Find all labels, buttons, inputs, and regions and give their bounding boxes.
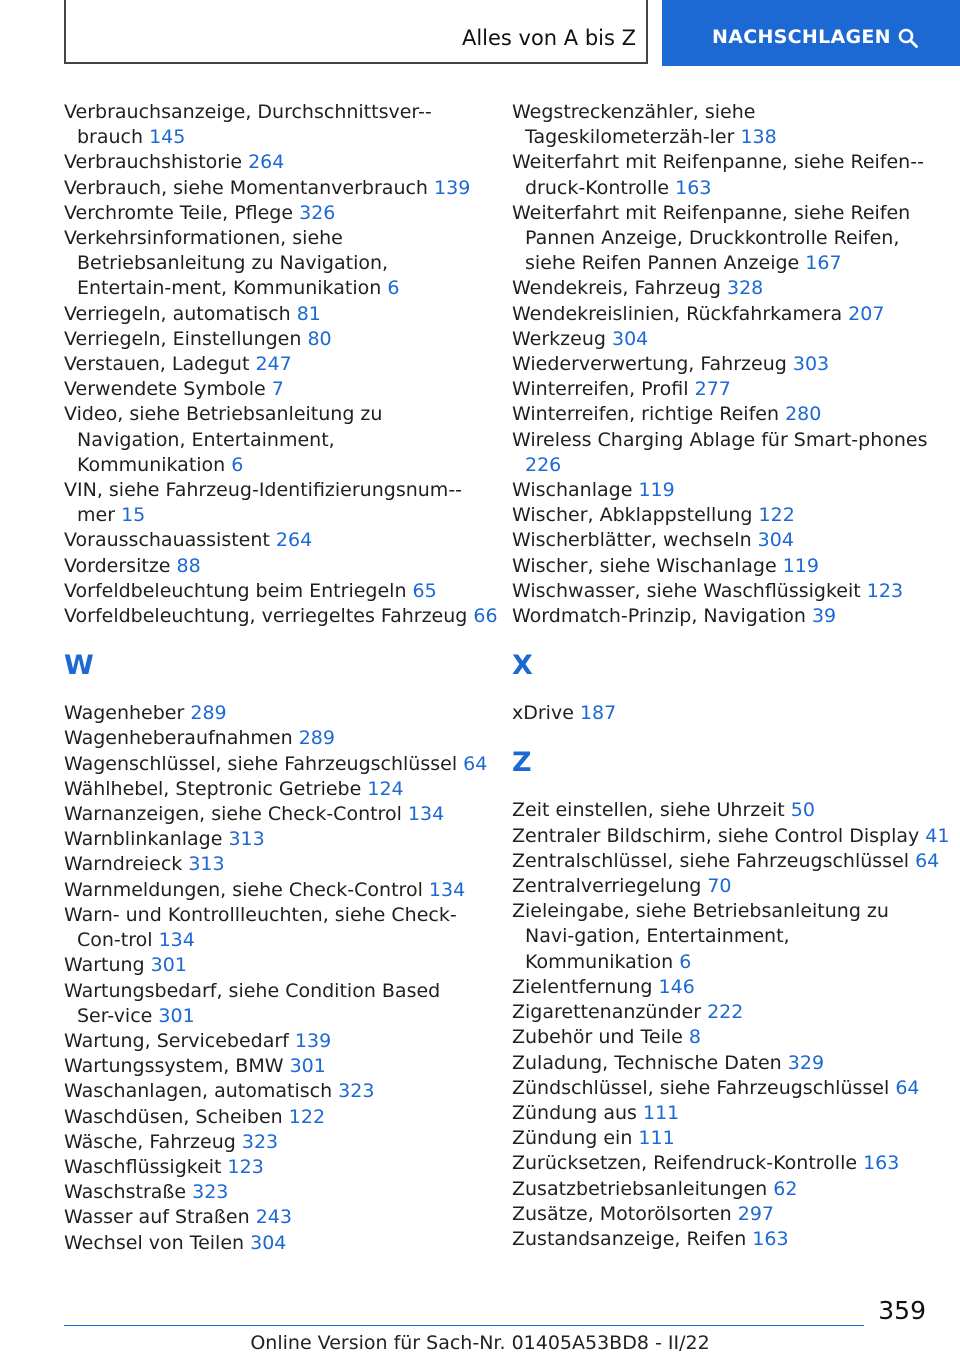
index-entry-text: Wischer, Abklappstellung	[512, 504, 753, 527]
page-reference-link[interactable]: 289	[190, 702, 227, 725]
page-reference-link[interactable]: 65	[412, 579, 437, 602]
index-entry-text: Wählhebel, Steptronic Getriebe	[64, 777, 362, 800]
page-reference-link[interactable]: 138	[740, 126, 777, 149]
page-reference-link[interactable]: 326	[299, 201, 336, 224]
index-entry-text: Wiederverwertung, Fahrzeug	[512, 353, 787, 376]
index-entry-text: Warn- und Kontrollleuchten, siehe Check-Con-trol	[64, 903, 457, 952]
index-entry	[512, 874, 932, 899]
index-entry	[512, 1126, 932, 1151]
index-entry-text: Weiterfahrt mit Reifenpanne, siehe Reifen Pannen Anzeige, Druckkontrolle Reifen, siehe Reifen Pannen Anzeige	[512, 201, 911, 275]
page-reference-link[interactable]: 81	[296, 302, 321, 325]
index-entry-text: Vorfeldbeleuchtung, verriegeltes Fahrzeug	[64, 605, 468, 628]
index-entry	[64, 604, 498, 629]
index-entry-text: Vorfeldbeleuchtung beim Entriegeln	[64, 579, 407, 602]
index-entry	[512, 201, 932, 277]
section-label: NACHSCHLAGEN	[712, 26, 891, 48]
index-entry	[64, 554, 484, 579]
page-reference-link[interactable]: 304	[757, 529, 794, 552]
page-reference-link[interactable]: 134	[407, 803, 445, 826]
header-title-box	[64, 0, 648, 64]
page-reference-link[interactable]: 329	[787, 1051, 825, 1074]
index-entry	[64, 528, 484, 553]
index-entry-text: Zentraler Bildschirm, siehe Control Display	[512, 824, 920, 847]
page-reference-link[interactable]: 297	[737, 1202, 775, 1225]
page-reference-link[interactable]: 146	[658, 975, 695, 998]
index-entry	[512, 302, 932, 327]
index-entry	[512, 1151, 932, 1176]
page-reference-link[interactable]: 301	[150, 954, 187, 977]
page-reference-link[interactable]: 123	[866, 579, 904, 602]
index-entry	[512, 849, 940, 874]
index-entry	[64, 903, 484, 953]
index-entry	[512, 1076, 932, 1101]
index-entry	[64, 878, 484, 903]
page-reference-link[interactable]: 328	[727, 277, 764, 300]
index-entry	[64, 701, 484, 726]
page-reference-link[interactable]: 39	[811, 605, 837, 628]
page-reference-link[interactable]: 119	[638, 479, 675, 502]
index-entry	[64, 752, 488, 777]
page-reference-link[interactable]: 222	[707, 1001, 744, 1024]
page-reference-link[interactable]: 323	[338, 1080, 375, 1103]
index-entry-text: Werkzeug	[512, 327, 606, 350]
page-reference-link[interactable]: 139	[434, 176, 471, 199]
index-entry-text: Verwendete Symbole	[64, 378, 266, 401]
index-entry	[64, 726, 484, 751]
page-reference-link[interactable]: 301	[289, 1055, 326, 1078]
page-reference-link[interactable]: 15	[121, 504, 146, 527]
index-entry	[64, 402, 484, 478]
page-reference-link[interactable]: 323	[241, 1130, 279, 1153]
index-entry	[512, 1227, 932, 1252]
index-entry-text: Zubehör und Teile	[512, 1026, 683, 1049]
index-entry-text: Wäsche, Fahrzeug	[64, 1130, 236, 1153]
index-entry	[512, 824, 950, 849]
index-entry-text: Waschanlagen, automatisch	[64, 1080, 333, 1103]
index-entry	[64, 953, 484, 978]
index-entry-text: Wireless Charging Ablage für Smart-phones	[512, 428, 928, 451]
index-entry	[512, 377, 932, 402]
index-entry	[64, 377, 484, 402]
page-number: 359	[878, 1296, 926, 1325]
page-reference-link[interactable]: 313	[228, 828, 265, 851]
index-entry-text: Vorausschauassistent	[64, 529, 270, 552]
footer-divider	[64, 1325, 864, 1326]
index-entry-text: Wagenschlüssel, siehe Fahrzeugschlüssel	[64, 752, 458, 775]
index-entry-text: Vordersitze	[64, 554, 171, 577]
index-entry-text: Winterreifen, richtige Reifen	[512, 403, 780, 426]
index-entry	[512, 327, 932, 352]
index-entry-text: Weiterfahrt mit Reifenpanne, siehe Reifen-druck-Kontrolle	[512, 151, 924, 199]
index-entry-text: Wendekreislinien, Rückfahrkamera	[512, 302, 843, 325]
page-reference-link[interactable]: 301	[158, 1004, 195, 1027]
index-entry-text: Verbrauchsanzeige, Durchschnittsver-brauch	[64, 101, 432, 149]
footer-text: Online Version für Sach-Nr. 01405A53BD8 - II/22	[250, 1332, 710, 1354]
page-reference-link[interactable]: 8	[688, 1026, 701, 1049]
index-entry-text: Zustandsanzeige, Reifen	[512, 1227, 747, 1250]
index-entry	[512, 276, 932, 301]
index-entry-text: Waschflüssigkeit	[64, 1155, 222, 1178]
index-entry	[512, 1202, 932, 1227]
index-entry	[64, 802, 484, 827]
page-reference-link[interactable]: 119	[782, 554, 819, 577]
index-entry-text: Warndreieck	[64, 853, 183, 876]
index-entry	[64, 852, 484, 877]
index-entry-text: Wartung	[64, 954, 145, 977]
index-entry	[512, 528, 932, 553]
index-entry-text: Waschdüsen, Scheiben	[64, 1105, 283, 1128]
index-entry	[64, 100, 484, 150]
index-entry-text: Zigarettenanzünder	[512, 1001, 702, 1024]
page-reference-link[interactable]: 207	[848, 302, 885, 325]
index-entry-text: Verriegeln, automatisch	[64, 302, 291, 325]
index-entry-text: Wischanlage	[512, 479, 633, 502]
index-entry-text: Verchromte Teile, Pflege	[64, 201, 294, 224]
index-entry-text: Wartungssystem, BMW	[64, 1055, 284, 1078]
index-entry	[512, 701, 932, 726]
index-entry-text: Wasser auf Straßen	[64, 1206, 250, 1229]
page-reference-link[interactable]: 139	[294, 1029, 332, 1052]
index-entry-text: Wechsel von Teilen	[64, 1231, 245, 1254]
index-entry	[512, 1000, 932, 1025]
index-entry	[64, 201, 484, 226]
index-entry	[64, 827, 484, 852]
page-reference-link[interactable]: 7	[271, 378, 284, 401]
index-entry	[64, 1231, 484, 1256]
index-entry-text: Wischwasser, siehe Waschflüssigkeit	[512, 579, 861, 602]
index-entry-text: Wendekreis, Fahrzeug	[512, 277, 721, 300]
index-entry	[64, 226, 484, 302]
index-entry	[64, 1079, 484, 1104]
page-reference-link[interactable]: 280	[785, 403, 822, 426]
page-reference-link[interactable]: 163	[752, 1227, 789, 1250]
page-reference-link[interactable]: 64	[915, 849, 940, 872]
index-entry	[64, 478, 484, 528]
page-reference-link[interactable]: 323	[192, 1181, 229, 1204]
index-entry-text: Wartungsbedarf, siehe Condition Based Ser-vice	[64, 979, 441, 1027]
search-icon[interactable]	[898, 28, 918, 48]
page-reference-link[interactable]: 264	[248, 151, 285, 174]
index-letter-heading: W	[64, 650, 94, 682]
page-reference-link[interactable]: 124	[367, 777, 404, 800]
index-entry-text: Zuladung, Technische Daten	[512, 1051, 782, 1074]
page-reference-link[interactable]: 6	[679, 950, 692, 973]
index-entry-text: Video, siehe Betriebsanleitung zu Navigation, Entertainment, Kommunikation	[64, 403, 383, 476]
page-reference-link[interactable]: 70	[707, 875, 732, 898]
page-reference-link[interactable]: 226	[525, 453, 562, 476]
page-reference-link[interactable]: 264	[275, 529, 313, 552]
page-reference-link[interactable]: 66	[473, 605, 498, 628]
page-reference-link[interactable]: 111	[642, 1101, 680, 1124]
index-entry	[512, 428, 932, 478]
page-reference-link[interactable]: 41	[925, 824, 950, 847]
index-entry	[64, 1054, 484, 1079]
page-reference-link[interactable]: 64	[895, 1076, 920, 1099]
index-entry-text: Warnblinkanlage	[64, 828, 223, 851]
index-entry	[64, 302, 484, 327]
index-entry	[64, 579, 484, 604]
index-entry	[512, 579, 932, 604]
index-entry	[64, 1155, 484, 1180]
index-entry	[64, 150, 484, 175]
index-entry-text: Zusätze, Motorölsorten	[512, 1202, 732, 1225]
index-entry-text: Winterreifen, Profil	[512, 378, 689, 401]
index-entry	[64, 777, 484, 802]
index-entry-text: Verkehrsinformationen, siehe Betriebsanleitung zu Navigation, Entertain-ment, Kommunikation	[64, 227, 389, 300]
index-entry	[64, 1205, 484, 1230]
index-entry	[512, 1025, 932, 1050]
index-entry-text: Wegstreckenzähler, siehe Tageskilometerzäh-ler	[512, 101, 756, 149]
index-entry	[512, 899, 932, 975]
page-reference-link[interactable]: 122	[758, 504, 795, 527]
index-entry	[512, 1101, 932, 1126]
index-entry-text: Wischerblätter, wechseln	[512, 529, 752, 552]
index-entry	[64, 327, 484, 352]
index-entry-text: Zielentfernung	[512, 975, 653, 998]
page-reference-link[interactable]: 80	[307, 327, 332, 350]
index-entry	[512, 1051, 932, 1076]
page-reference-link[interactable]: 304	[612, 327, 649, 350]
page-reference-link[interactable]: 167	[805, 252, 842, 275]
index-entry-text: Wordmatch-Prinzip, Navigation	[512, 605, 806, 628]
index-entry-text: Zentralschlüssel, siehe Fahrzeugschlüssel	[512, 849, 910, 872]
page-reference-link[interactable]: 122	[288, 1105, 326, 1128]
index-entry-text: Verstauen, Ladegut	[64, 353, 250, 376]
index-entry	[64, 176, 484, 201]
page-reference-link[interactable]: 163	[675, 176, 712, 199]
index-entry-text: Zusatzbetriebsanleitungen	[512, 1177, 768, 1200]
index-entry-text: Wagenheberaufnahmen	[64, 727, 293, 750]
index-entry-text: Wischer, siehe Wischanlage	[512, 554, 777, 577]
index-entry-text: Verbrauchshistorie	[64, 151, 243, 174]
index-entry	[64, 1130, 484, 1155]
page-reference-link[interactable]: 243	[255, 1206, 292, 1229]
index-entry	[64, 1180, 484, 1205]
index-column-left	[64, 100, 498, 1256]
page-reference-link[interactable]: 62	[773, 1177, 798, 1200]
index-entry-text: Zentralverriegelung	[512, 875, 702, 898]
index-entry	[512, 150, 932, 200]
index-entry	[512, 554, 932, 579]
page-reference-link[interactable]: 187	[579, 702, 617, 725]
index-letter-heading: Z	[512, 747, 532, 779]
page-reference-link[interactable]: 88	[176, 554, 201, 577]
index-entry-text: VIN, siehe Fahrzeug-Identifizierungsnum-mer	[64, 479, 463, 527]
index-entry-text: Zurücksetzen, Reifendruck-Kontrolle	[512, 1152, 858, 1175]
page-reference-link[interactable]: 163	[863, 1152, 900, 1175]
index-entry-text: Wartung, Servicebedarf	[64, 1029, 289, 1052]
index-entry	[512, 604, 932, 629]
index-entry	[512, 503, 932, 528]
index-entry-text: Zeit einstellen, siehe Uhrzeit	[512, 799, 785, 822]
page-reference-link[interactable]: 6	[231, 453, 244, 476]
index-entry-text: Zündschlüssel, siehe Fahrzeugschlüssel	[512, 1076, 890, 1099]
index-entry	[512, 975, 932, 1000]
index-entry-text: Verriegeln, Einstellungen	[64, 327, 302, 350]
header-title: Alles von A bis Z	[461, 26, 636, 50]
index-letter-heading: X	[512, 650, 533, 682]
index-entry	[64, 352, 484, 377]
page-reference-link[interactable]: 134	[428, 878, 466, 901]
index-entry	[512, 1177, 932, 1202]
page-reference-link[interactable]: 123	[227, 1155, 264, 1178]
page-reference-link[interactable]: 313	[188, 853, 225, 876]
index-column-right	[512, 100, 950, 1252]
index-entry-text: Wagenheber	[64, 702, 185, 725]
section-tab[interactable]	[662, 0, 960, 66]
index-entry-text: Warnmeldungen, siehe Check-Control	[64, 878, 423, 901]
index-entry	[64, 1029, 484, 1054]
page-reference-link[interactable]: 304	[250, 1231, 287, 1254]
index-entry	[512, 100, 932, 150]
index-entry-text: Waschstraße	[64, 1181, 187, 1204]
index-entry	[512, 352, 932, 377]
page-reference-link[interactable]: 111	[638, 1127, 675, 1150]
page-reference-link[interactable]: 50	[790, 799, 815, 822]
index-entry-text: Verbrauch, siehe Momentanverbrauch	[64, 176, 428, 199]
index-entry-text: Zieleingabe, siehe Betriebsanleitung zu Navi-gation, Entertainment, Kommunikation	[512, 900, 889, 973]
page-reference-link[interactable]: 247	[255, 353, 292, 376]
index-entry-text: Warnanzeigen, siehe Check-Control	[64, 803, 402, 826]
page-reference-link[interactable]: 64	[463, 752, 488, 775]
index-entry-text: xDrive	[512, 702, 574, 725]
page-reference-link[interactable]: 303	[792, 353, 830, 376]
index-entry	[64, 1105, 484, 1130]
index-entry	[64, 979, 484, 1029]
index-entry-text: Zündung aus	[512, 1101, 637, 1124]
page-reference-link[interactable]: 6	[387, 277, 400, 300]
index-entry	[512, 798, 932, 823]
page-reference-link[interactable]: 289	[298, 727, 335, 750]
index-entry	[512, 478, 932, 503]
index-entry	[512, 402, 932, 427]
page-reference-link[interactable]: 277	[694, 378, 731, 401]
page-reference-link[interactable]: 134	[158, 929, 195, 952]
index-entry-text: Zündung ein	[512, 1127, 633, 1150]
page-reference-link[interactable]: 145	[149, 126, 186, 149]
